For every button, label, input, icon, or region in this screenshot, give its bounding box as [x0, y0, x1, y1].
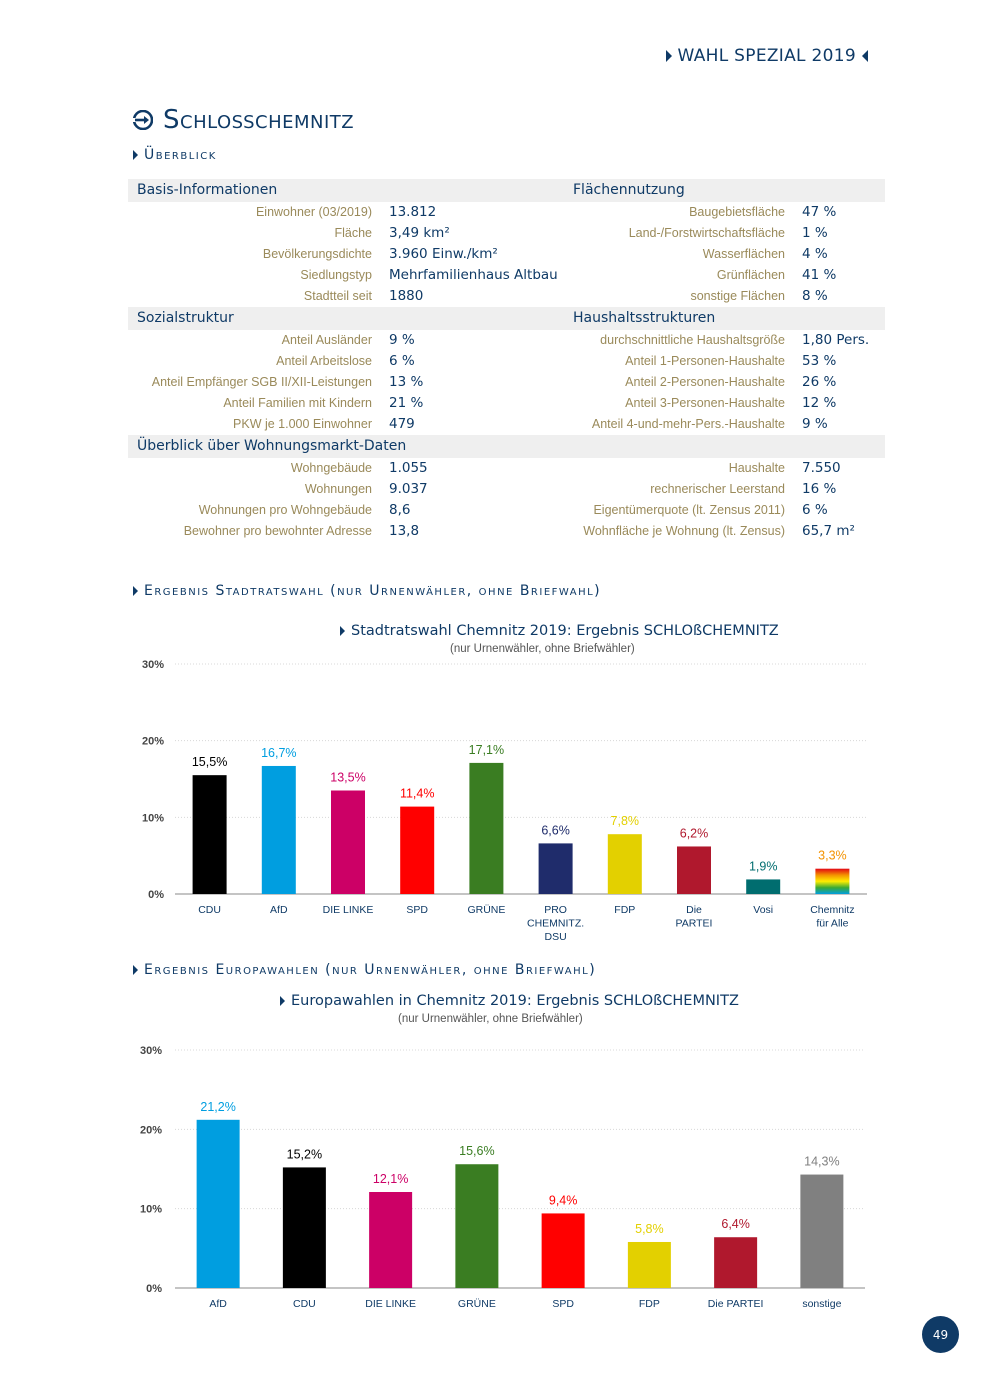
- bar-gr-ne: [469, 763, 503, 894]
- triangle-right-icon: [133, 965, 138, 975]
- info-label: Bewohner pro bewohnter Adresse: [183, 524, 372, 538]
- data-label: 6,4%: [721, 1217, 750, 1232]
- info-value: 65,7 m²: [802, 523, 855, 539]
- data-label: 14,3%: [804, 1154, 840, 1169]
- bar-spd: [400, 807, 434, 894]
- info-label: Anteil Ausländer: [281, 333, 372, 347]
- data-label: 3,3%: [818, 848, 847, 863]
- info-row: [128, 223, 885, 244]
- info-label: Wohnfläche je Wohnung (lt. Zensus): [583, 524, 785, 538]
- issue-header-label: WAHL SPEZIAL 2019: [677, 46, 856, 66]
- info-table: [128, 179, 885, 542]
- x-tick-label: DIE LINKE: [322, 904, 374, 916]
- issue-header: [666, 46, 868, 66]
- y-tick-label: 10%: [141, 812, 164, 825]
- info-label: Wohnungen pro Wohngebäude: [198, 503, 372, 517]
- y-tick-label: 20%: [141, 735, 164, 748]
- info-value: 16 %: [802, 481, 837, 497]
- info-value: 1 %: [802, 225, 828, 241]
- chart2-subtitle: (nur Urnenwähler, ohne Briefwähler): [398, 1013, 583, 1025]
- overview-heading: [133, 147, 217, 163]
- triangle-right-icon: [133, 150, 138, 160]
- x-tick-label: AfD: [209, 1298, 227, 1310]
- triangle-left-icon: [862, 50, 868, 62]
- info-row: [128, 500, 885, 521]
- info-value: 8,6: [389, 502, 411, 518]
- info-row: [128, 265, 885, 286]
- bar-chemnitz-f-r-alle: [815, 869, 849, 894]
- bar-afd: [197, 1120, 240, 1288]
- chart-stadtratswahl: [130, 652, 880, 944]
- info-label: Wohngebäude: [290, 461, 372, 475]
- info-label: Anteil 1-Personen-Haushalte: [625, 354, 785, 368]
- info-value: 1880: [389, 288, 424, 304]
- bar-die-linke: [331, 791, 365, 895]
- y-tick-label: 30%: [141, 659, 164, 671]
- section-heading: Sozialstruktur: [137, 310, 234, 326]
- info-row: [128, 202, 885, 223]
- x-tick-label: Die PARTEI: [707, 1298, 764, 1310]
- bar-cdu: [283, 1167, 326, 1288]
- section-heading: Flächennutzung: [573, 182, 685, 198]
- y-tick-label: 10%: [139, 1203, 162, 1216]
- bar-sonstige: [800, 1175, 843, 1288]
- europa-section-heading: [133, 962, 596, 978]
- info-value: 3.960 Einw./km²: [389, 246, 498, 262]
- data-label: 21,2%: [200, 1099, 236, 1114]
- chart2-title: [280, 993, 739, 1009]
- info-value: 8 %: [802, 288, 828, 304]
- data-label: 13,5%: [330, 770, 366, 785]
- info-value: 479: [389, 416, 415, 432]
- x-tick-label: DSU: [544, 931, 567, 943]
- info-value: 9 %: [802, 416, 828, 432]
- x-tick-label: Chemnitz: [810, 904, 855, 916]
- data-label: 15,6%: [459, 1144, 495, 1159]
- data-label: 15,5%: [191, 755, 228, 770]
- info-label: rechnerischer Leerstand: [650, 482, 785, 496]
- section-heading: Basis-Informationen: [137, 182, 278, 198]
- x-tick-label: sonstige: [802, 1298, 842, 1310]
- info-label: Stadtteil seit: [303, 289, 372, 303]
- chart-europawahl: [130, 1040, 880, 1315]
- info-label: Anteil 2-Personen-Haushalte: [625, 375, 785, 389]
- stadtrat-section-text: Ergebnis Stadtratswahl (nur Urnenwähler, ohne Briefwahl): [144, 583, 602, 599]
- data-label: 7,8%: [610, 814, 640, 829]
- info-value: 53 %: [802, 353, 837, 369]
- table-header-wohnung: [128, 435, 885, 458]
- bar-fdp: [628, 1242, 671, 1288]
- info-label: Wohnungen: [304, 482, 372, 496]
- table-header-basis: [128, 179, 885, 202]
- bar-vosi: [746, 879, 780, 894]
- triangle-right-icon: [133, 586, 138, 596]
- section-heading: Haushaltsstrukturen: [573, 310, 716, 326]
- info-label: Anteil Familien mit Kindern: [223, 396, 372, 410]
- info-label: Grünflächen: [716, 268, 785, 282]
- info-row: [128, 330, 885, 351]
- bar-die-partei: [714, 1237, 757, 1288]
- triangle-right-icon: [666, 50, 672, 62]
- x-tick-label: SPD: [552, 1298, 574, 1310]
- data-label: 1,9%: [748, 859, 778, 874]
- x-tick-label: CDU: [293, 1298, 316, 1310]
- x-tick-label: CDU: [198, 904, 221, 916]
- x-tick-label: Vosi: [753, 904, 774, 916]
- info-label: Land-/Forstwirtschaftsfläche: [628, 226, 785, 240]
- info-row: [128, 372, 885, 393]
- info-value: 7.550: [802, 460, 841, 476]
- info-row: [128, 479, 885, 500]
- y-tick-label: 30%: [139, 1045, 162, 1057]
- y-tick-label: 20%: [139, 1124, 162, 1137]
- info-label: sonstige Flächen: [690, 289, 785, 303]
- info-row: [128, 393, 885, 414]
- info-value: 21 %: [389, 395, 424, 411]
- stadtrat-section-heading: [133, 583, 601, 599]
- info-label: PKW je 1.000 Einwohner: [233, 417, 372, 431]
- data-label: 12,1%: [372, 1172, 409, 1187]
- info-value: 41 %: [802, 267, 837, 283]
- section-heading: Überblick über Wohnungsmarkt-Daten: [137, 438, 407, 454]
- bar-afd: [262, 766, 296, 894]
- info-row: [128, 521, 885, 542]
- data-label: 6,2%: [679, 826, 709, 841]
- info-label: Haushalte: [728, 461, 785, 475]
- bar-die-linke: [369, 1192, 412, 1288]
- bar-spd: [542, 1213, 585, 1288]
- overview-heading-text: Überblick: [144, 147, 217, 163]
- page-title: [133, 105, 354, 135]
- data-label: 16,7%: [261, 745, 297, 760]
- page-title-text: Schloßchemnitz: [163, 105, 355, 135]
- info-value: 9 %: [389, 332, 415, 348]
- y-tick-label: 0%: [146, 1283, 162, 1295]
- info-label: Wasserflächen: [702, 247, 785, 261]
- info-label: Siedlungstyp: [300, 268, 372, 282]
- triangle-right-icon: [280, 996, 285, 1006]
- info-label: Eigentümerquote (lt. Zensus 2011): [593, 503, 785, 517]
- data-label: 5,8%: [635, 1221, 664, 1236]
- x-tick-label: SPD: [406, 904, 428, 916]
- info-row: [128, 414, 885, 435]
- info-label: Anteil 4-und-mehr-Pers.-Haushalte: [591, 417, 785, 431]
- chart1-title: [340, 623, 779, 639]
- bar-die-partei: [677, 846, 711, 894]
- info-label: Einwohner (03/2019): [255, 205, 372, 219]
- x-tick-label: für Alle: [816, 917, 849, 930]
- info-label: Fläche: [334, 226, 372, 240]
- info-value: 1,80 Pers.: [802, 332, 870, 348]
- europa-section-text: Ergebnis Europawahlen (nur Urnenwähler, ohne Briefwahl): [144, 962, 597, 978]
- info-row: [128, 351, 885, 372]
- x-tick-label: DIE LINKE: [365, 1298, 417, 1310]
- info-value: 3,49 km²: [389, 225, 450, 241]
- chart1-title-text: Stadtratswahl Chemnitz 2019: Ergebnis SCHLOßCHEMNITZ: [351, 623, 779, 639]
- info-value: 6 %: [389, 353, 415, 369]
- bar-fdp: [608, 834, 642, 894]
- table-header-sozial: [128, 307, 885, 330]
- info-label: Anteil 3-Personen-Haushalte: [625, 396, 785, 410]
- info-row: [128, 458, 885, 479]
- info-value: Mehrfamilienhaus Altbau: [389, 267, 558, 283]
- info-value: 12 %: [802, 395, 837, 411]
- x-tick-label: GRÜNE: [467, 904, 506, 916]
- info-label: Baugebietsfläche: [689, 205, 785, 219]
- x-tick-label: PRO: [544, 904, 567, 916]
- triangle-right-icon: [340, 626, 345, 636]
- info-label: Bevölkerungsdichte: [262, 247, 372, 261]
- x-tick-label: FDP: [614, 904, 636, 916]
- info-value: 6 %: [802, 502, 828, 518]
- x-tick-label: GRÜNE: [457, 1298, 496, 1310]
- data-label: 9,4%: [548, 1193, 578, 1208]
- bar-gr-ne: [455, 1164, 498, 1288]
- info-value: 47 %: [802, 204, 837, 220]
- info-value: 1.055: [389, 460, 428, 476]
- data-label: 11,4%: [399, 786, 435, 801]
- arrow-circle-icon: [133, 110, 153, 130]
- page-number: 49: [922, 1316, 959, 1353]
- info-label: Anteil Arbeitslose: [276, 354, 372, 368]
- x-tick-label: Die: [686, 904, 702, 916]
- info-row: [128, 244, 885, 265]
- info-value: 9.037: [389, 481, 428, 497]
- info-value: 13.812: [389, 204, 437, 220]
- info-value: 26 %: [802, 374, 837, 390]
- x-tick-label: PARTEI: [675, 917, 713, 930]
- data-label: 17,1%: [468, 742, 505, 757]
- x-tick-label: FDP: [638, 1298, 660, 1310]
- bar-pro-chemnitz-dsu: [539, 843, 573, 894]
- info-row: [128, 286, 885, 307]
- info-value: 13 %: [389, 374, 424, 390]
- info-label: durchschnittliche Haushaltsgröße: [600, 333, 785, 347]
- chart1-subtitle: (nur Urnenwähler, ohne Briefwähler): [450, 643, 635, 655]
- data-label: 15,2%: [286, 1147, 323, 1162]
- x-tick-label: CHEMNITZ.: [527, 917, 585, 930]
- chart2-title-text: Europawahlen in Chemnitz 2019: Ergebnis SCHLOßCHEMNITZ: [291, 993, 739, 1009]
- y-tick-label: 0%: [148, 889, 164, 901]
- x-tick-label: AfD: [270, 904, 288, 916]
- info-value: 13,8: [389, 523, 420, 539]
- info-value: 4 %: [802, 246, 828, 262]
- data-label: 6,6%: [541, 823, 570, 838]
- bar-cdu: [193, 775, 227, 894]
- info-label: Anteil Empfänger SGB II/XII-Leistungen: [151, 375, 372, 389]
